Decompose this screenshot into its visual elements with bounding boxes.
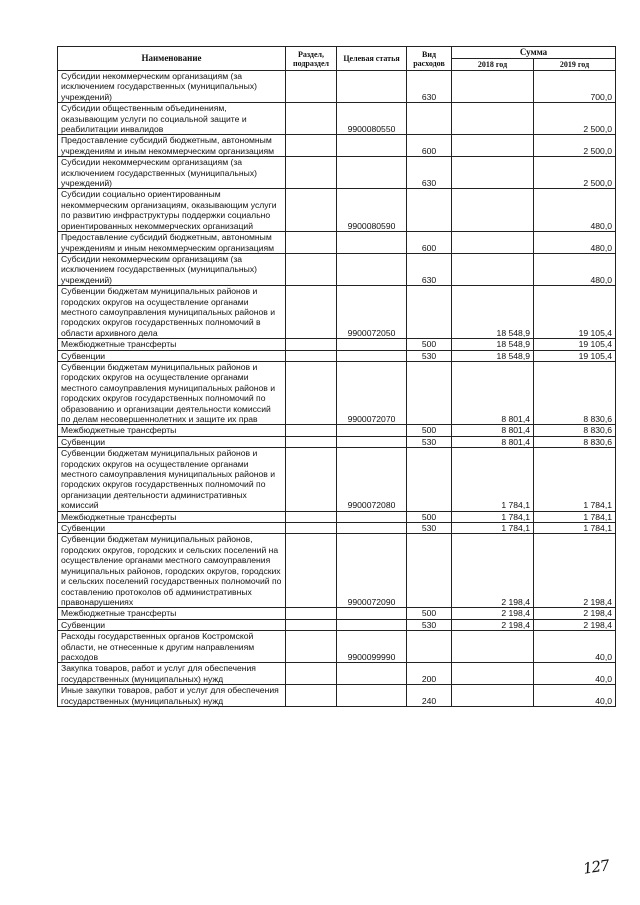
cell-name: Субсидии общественным объединениям, оказывающим услуги по социальной защите и реабилитации инвалидов: [58, 103, 286, 135]
table-row: [58, 71, 616, 103]
cell-target: [337, 685, 407, 707]
cell-section: [286, 631, 337, 663]
cell-2019: 480,0: [534, 253, 616, 285]
header-target: Целевая статья: [337, 47, 407, 71]
cell-type: [407, 286, 452, 339]
cell-2018: [452, 71, 534, 103]
cell-section: [286, 608, 337, 619]
cell-2019: 480,0: [534, 189, 616, 232]
cell-2018: [452, 232, 534, 254]
cell-2019: 19 105,4: [534, 339, 616, 350]
cell-section: [286, 534, 337, 608]
page-number: 127: [581, 856, 610, 878]
cell-target: [337, 425, 407, 436]
cell-name: Субвенции бюджетам муниципальных районов, городских округов, городских и сельских поселений на осуществление органами местного самоуправления муниципальных районов, городских округов, городских и сельских поселений государственных полномочий по составлению протоколов об административных правонарушениях: [58, 534, 286, 608]
cell-2018: 8 801,4: [452, 425, 534, 436]
cell-type: 500: [407, 608, 452, 619]
budget-table-page: [57, 46, 615, 707]
cell-section: [286, 619, 337, 630]
table-row: [58, 608, 616, 619]
cell-target: [337, 253, 407, 285]
cell-name: Субсидии некоммерческим организациям (за исключением государственных (муниципальных) учреждений): [58, 253, 286, 285]
cell-2019: 2 500,0: [534, 103, 616, 135]
cell-2019: 2 500,0: [534, 157, 616, 189]
cell-target: [337, 350, 407, 361]
cell-section: [286, 663, 337, 685]
cell-2019: 19 105,4: [534, 286, 616, 339]
cell-target: [337, 339, 407, 350]
cell-2019: 2 198,4: [534, 619, 616, 630]
cell-section: [286, 135, 337, 157]
cell-name: Предоставление субсидий бюджетным, автономным учреждениям и иным некоммерческим организациям: [58, 135, 286, 157]
cell-target: 9900072070: [337, 361, 407, 424]
cell-2018: [452, 253, 534, 285]
cell-2018: [452, 631, 534, 663]
table-row: [58, 511, 616, 522]
cell-target: [337, 71, 407, 103]
cell-name: Межбюджетные трансферты: [58, 425, 286, 436]
cell-2019: 480,0: [534, 232, 616, 254]
cell-section: [286, 685, 337, 707]
table-row: [58, 157, 616, 189]
table-row: [58, 339, 616, 350]
cell-type: 530: [407, 619, 452, 630]
cell-2018: [452, 135, 534, 157]
header-2019: 2019 год: [534, 59, 616, 71]
cell-2019: 2 198,4: [534, 608, 616, 619]
table-row: [58, 631, 616, 663]
cell-2018: [452, 663, 534, 685]
cell-2019: 19 105,4: [534, 350, 616, 361]
cell-section: [286, 157, 337, 189]
cell-2019: 1 784,1: [534, 448, 616, 511]
cell-target: 9900099990: [337, 631, 407, 663]
cell-section: [286, 350, 337, 361]
table-row: [58, 619, 616, 630]
header-section: Раздел, подраздел: [286, 47, 337, 71]
cell-name: Межбюджетные трансферты: [58, 608, 286, 619]
cell-type: [407, 534, 452, 608]
cell-target: 9900080550: [337, 103, 407, 135]
cell-2019: 40,0: [534, 631, 616, 663]
cell-target: [337, 511, 407, 522]
cell-type: [407, 448, 452, 511]
cell-section: [286, 448, 337, 511]
table-row: [58, 232, 616, 254]
cell-type: 500: [407, 339, 452, 350]
cell-2018: 8 801,4: [452, 436, 534, 447]
table-row: [58, 361, 616, 424]
cell-section: [286, 71, 337, 103]
cell-type: 240: [407, 685, 452, 707]
cell-target: [337, 663, 407, 685]
cell-type: 500: [407, 511, 452, 522]
table-row: [58, 436, 616, 447]
cell-type: 630: [407, 253, 452, 285]
cell-target: [337, 436, 407, 447]
cell-2018: 1 784,1: [452, 523, 534, 534]
cell-target: [337, 619, 407, 630]
table-row: [58, 135, 616, 157]
cell-type: 200: [407, 663, 452, 685]
cell-name: Субвенции: [58, 436, 286, 447]
budget-table-body: [58, 71, 616, 707]
table-row: [58, 425, 616, 436]
table-row: [58, 685, 616, 707]
cell-target: 9900072090: [337, 534, 407, 608]
cell-2018: 2 198,4: [452, 534, 534, 608]
cell-target: 9900080590: [337, 189, 407, 232]
cell-2018: [452, 685, 534, 707]
cell-type: 630: [407, 71, 452, 103]
cell-2019: 1 784,1: [534, 511, 616, 522]
cell-2018: 1 784,1: [452, 511, 534, 522]
cell-2018: 2 198,4: [452, 619, 534, 630]
cell-2018: 18 548,9: [452, 339, 534, 350]
cell-section: [286, 189, 337, 232]
cell-2019: 2 500,0: [534, 135, 616, 157]
cell-type: [407, 361, 452, 424]
cell-target: [337, 523, 407, 534]
table-row: [58, 253, 616, 285]
cell-section: [286, 286, 337, 339]
table-row: [58, 534, 616, 608]
cell-section: [286, 436, 337, 447]
cell-type: 630: [407, 157, 452, 189]
cell-2019: 700,0: [534, 71, 616, 103]
table-row: [58, 103, 616, 135]
cell-2018: 1 784,1: [452, 448, 534, 511]
cell-2018: 18 548,9: [452, 286, 534, 339]
cell-section: [286, 511, 337, 522]
cell-2019: 8 830,6: [534, 425, 616, 436]
cell-type: [407, 103, 452, 135]
cell-type: 600: [407, 232, 452, 254]
cell-name: Межбюджетные трансферты: [58, 511, 286, 522]
cell-type: 600: [407, 135, 452, 157]
cell-type: [407, 631, 452, 663]
cell-type: 530: [407, 523, 452, 534]
cell-type: 530: [407, 436, 452, 447]
cell-section: [286, 425, 337, 436]
cell-section: [286, 339, 337, 350]
cell-2019: 8 830,6: [534, 436, 616, 447]
cell-2019: 1 784,1: [534, 523, 616, 534]
cell-2019: 40,0: [534, 685, 616, 707]
table-row: [58, 286, 616, 339]
table-row: [58, 350, 616, 361]
cell-name: Субсидии некоммерческим организациям (за исключением государственных (муниципальных) учреждений): [58, 157, 286, 189]
cell-2019: 2 198,4: [534, 534, 616, 608]
cell-2019: 8 830,6: [534, 361, 616, 424]
table-row: [58, 189, 616, 232]
cell-2018: 2 198,4: [452, 608, 534, 619]
cell-2018: 8 801,4: [452, 361, 534, 424]
cell-name: Субвенции: [58, 523, 286, 534]
header-name: Наименование: [58, 47, 286, 71]
cell-section: [286, 361, 337, 424]
table-row: [58, 523, 616, 534]
table-row: [58, 448, 616, 511]
cell-name: Субсидии некоммерческим организациям (за исключением государственных (муниципальных) учреждений): [58, 71, 286, 103]
cell-type: 530: [407, 350, 452, 361]
cell-name: Субсидии социально ориентированным некоммерческим организациям, оказывающим услуги по развитию инфраструктуры поддержки социально ориентированных некоммерческих организаций: [58, 189, 286, 232]
cell-name: Иные закупки товаров, работ и услуг для обеспечения государственных (муниципальных) нужд: [58, 685, 286, 707]
header-sum: Сумма: [452, 47, 616, 59]
cell-target: [337, 232, 407, 254]
cell-target: [337, 135, 407, 157]
cell-section: [286, 523, 337, 534]
cell-2018: [452, 157, 534, 189]
table-row: [58, 663, 616, 685]
cell-name: Субвенции: [58, 350, 286, 361]
budget-table: [57, 46, 616, 707]
cell-name: Закупка товаров, работ и услуг для обеспечения государственных (муниципальных) нужд: [58, 663, 286, 685]
cell-target: 9900072050: [337, 286, 407, 339]
cell-name: Расходы государственных органов Костромской области, не отнесенные к другим направлениям расходов: [58, 631, 286, 663]
cell-section: [286, 253, 337, 285]
cell-name: Субвенции бюджетам муниципальных районов и городских округов на осуществление органами местного самоуправления муниципальных районов и городских округов государственных полномочий по образованию и организации деятельности комиссий по делам несовершеннолетних и защите их прав: [58, 361, 286, 424]
cell-section: [286, 232, 337, 254]
cell-type: 500: [407, 425, 452, 436]
cell-2018: 18 548,9: [452, 350, 534, 361]
cell-name: Субвенции бюджетам муниципальных районов и городских округов на осуществление органами местного самоуправления муниципальных районов и городских округов государственных полномочий в области архивного дела: [58, 286, 286, 339]
cell-target: 9900072080: [337, 448, 407, 511]
cell-target: [337, 608, 407, 619]
cell-name: Предоставление субсидий бюджетным, автономным учреждениям и иным некоммерческим организациям: [58, 232, 286, 254]
cell-2018: [452, 189, 534, 232]
cell-2018: [452, 103, 534, 135]
cell-section: [286, 103, 337, 135]
cell-target: [337, 157, 407, 189]
cell-name: Субвенции: [58, 619, 286, 630]
cell-type: [407, 189, 452, 232]
cell-name: Межбюджетные трансферты: [58, 339, 286, 350]
cell-name: Субвенции бюджетам муниципальных районов и городских округов на осуществление органами местного самоуправления муниципальных районов и городских округов государственных полномочий по организации деятельности административных комиссий: [58, 448, 286, 511]
cell-2019: 40,0: [534, 663, 616, 685]
header-type: Вид расходов: [407, 47, 452, 71]
header-2018: 2018 год: [452, 59, 534, 71]
